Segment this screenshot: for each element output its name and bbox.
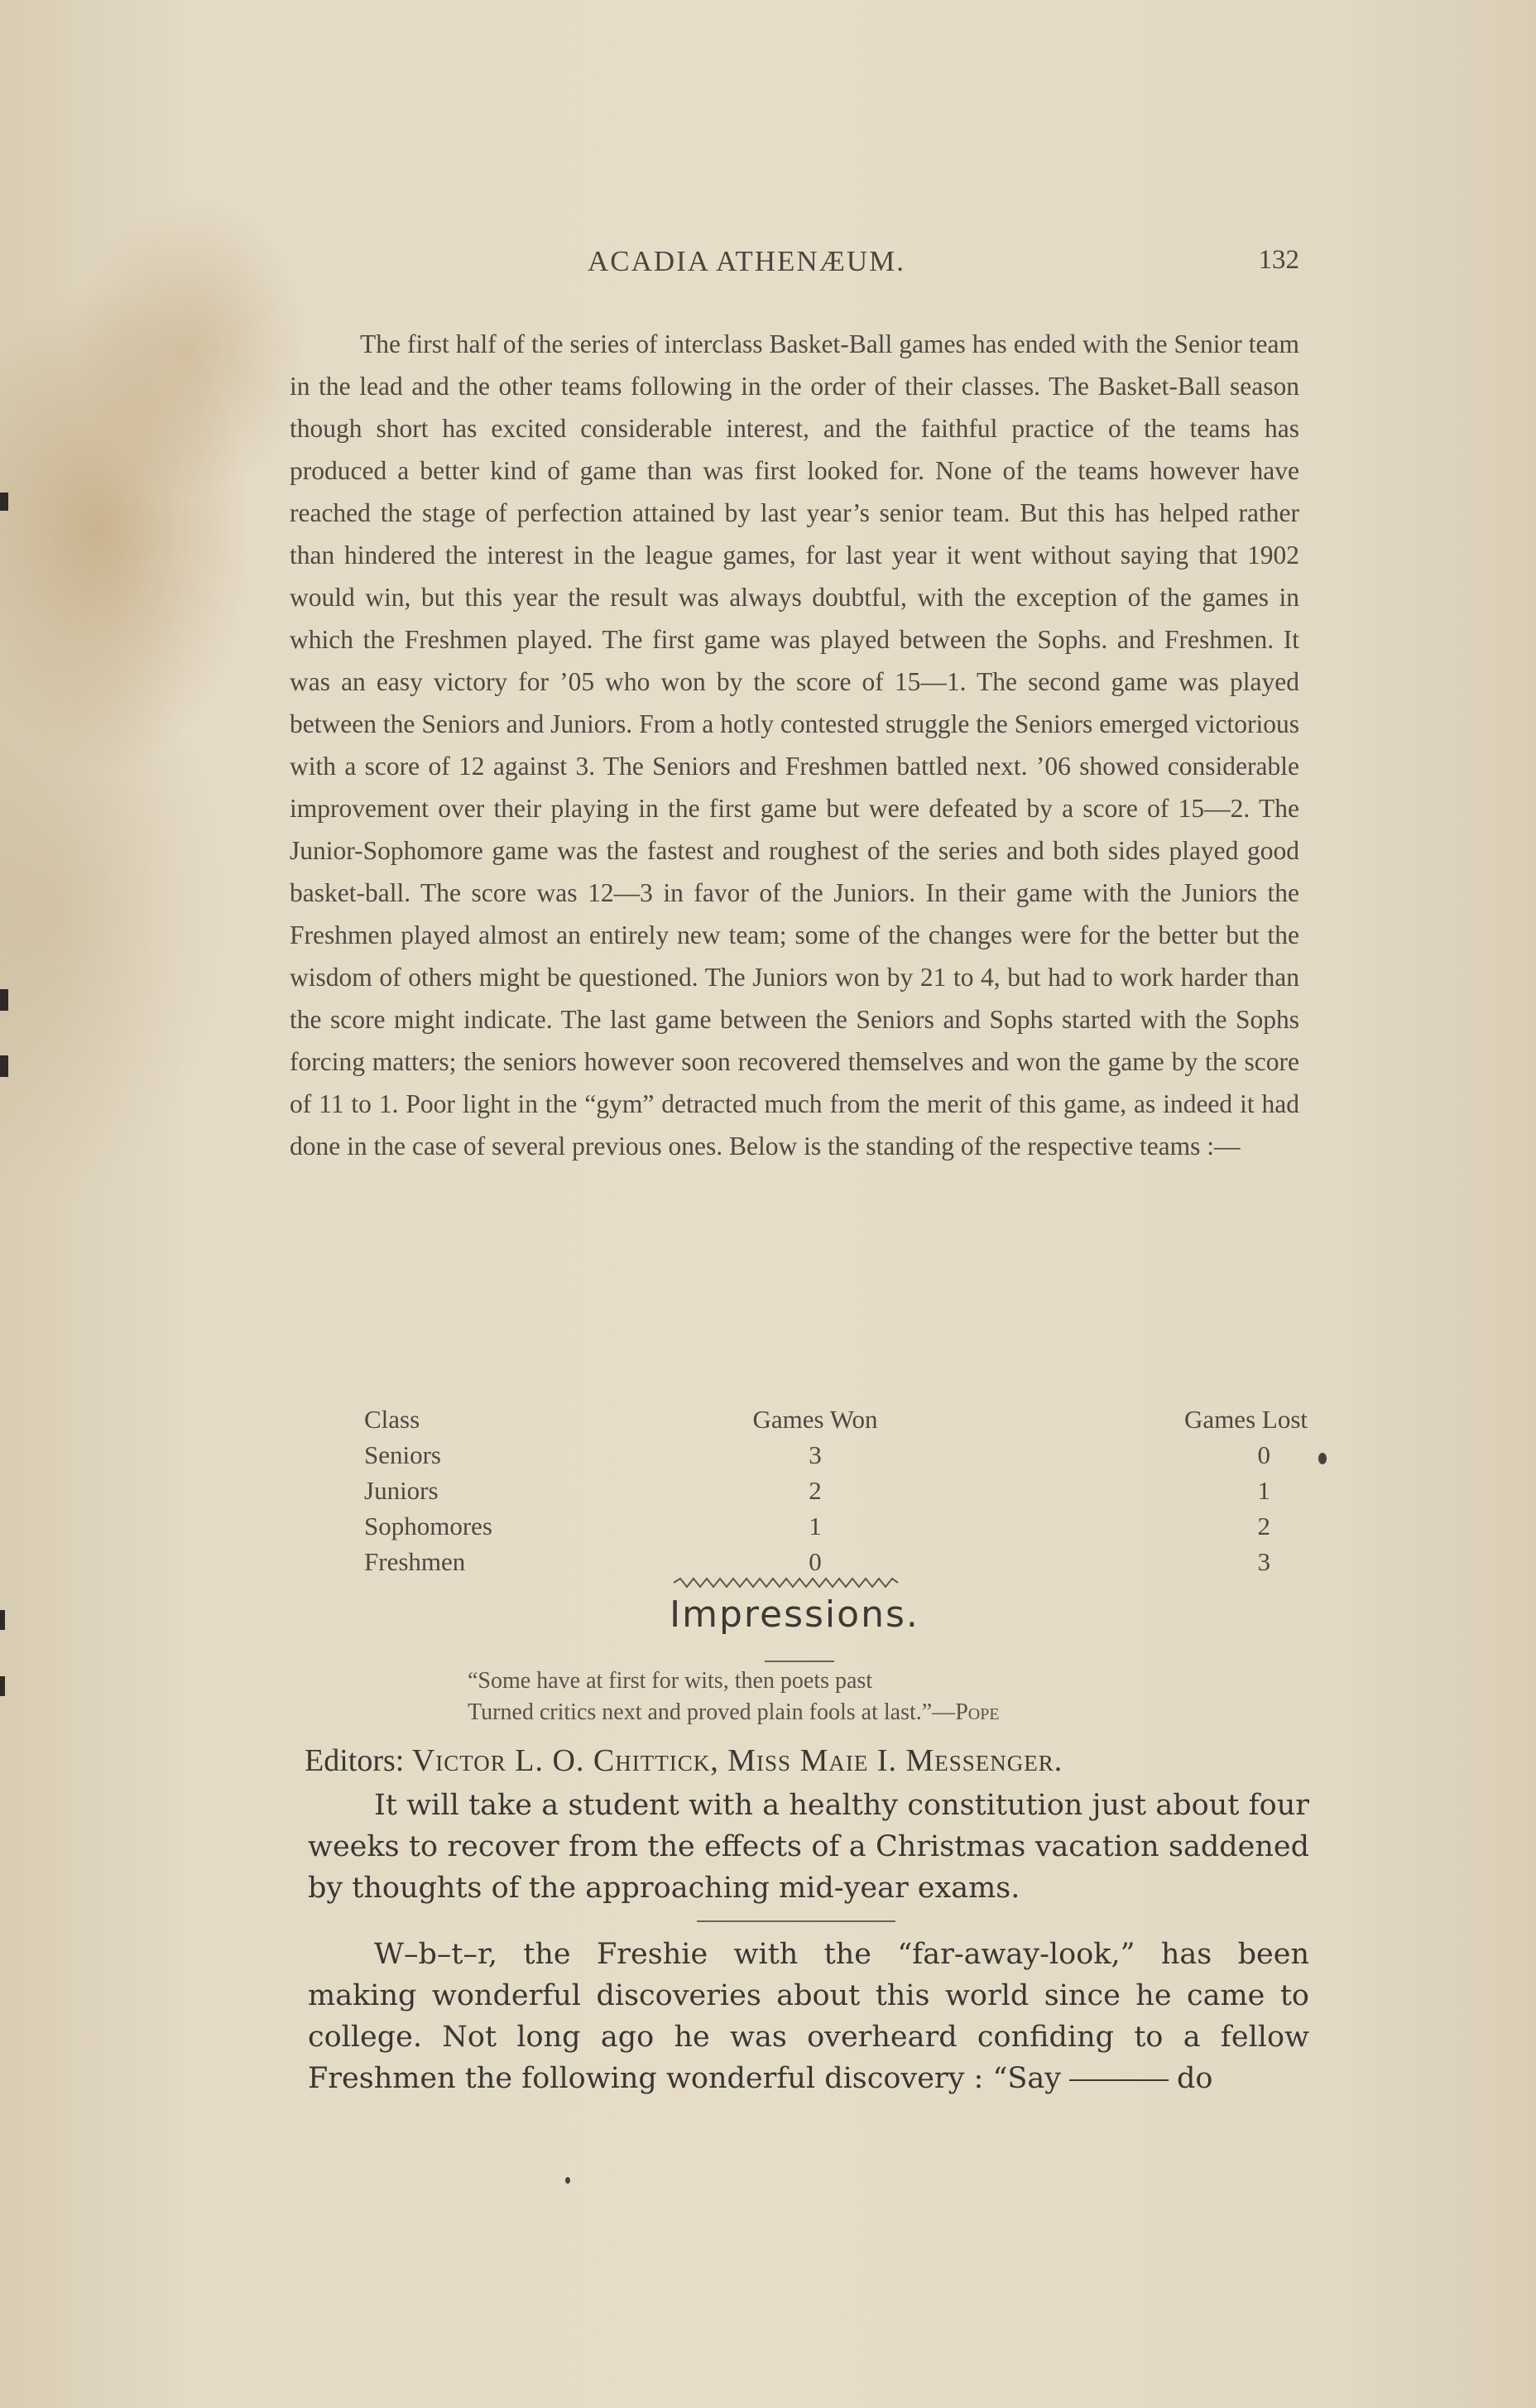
table-row <box>364 1544 1308 1579</box>
editors-names: Victor L. O. Chittick, Miss Maie I. Messenger. <box>411 1743 1063 1778</box>
title-rule <box>765 1661 834 1662</box>
epigraph-line: “Some have at first for wits, then poets past <box>468 1668 873 1694</box>
standings-table <box>364 1401 1308 1579</box>
class-cell: Juniors <box>364 1476 439 1505</box>
inline-dash <box>1069 2079 1169 2081</box>
class-cell: Seniors <box>364 1440 441 1469</box>
column-header-games-won: Games Won <box>752 1405 878 1434</box>
binding-mark <box>0 1676 5 1696</box>
binding-mark <box>0 493 8 511</box>
class-cell: Freshmen <box>364 1547 466 1576</box>
ink-speck <box>1318 1453 1327 1464</box>
editors-line <box>305 1740 1314 1781</box>
column-header-games-lost: Games Lost <box>1184 1405 1308 1434</box>
binding-mark <box>0 1055 8 1077</box>
binding-mark <box>0 989 8 1011</box>
standings-header-row <box>364 1401 1308 1437</box>
epigraph-author: Pope <box>955 1699 1000 1725</box>
table-row <box>364 1508 1308 1544</box>
games-won-cell: 3 <box>809 1440 822 1469</box>
ink-speck <box>565 2177 570 2184</box>
games-lost-cell: 3 <box>1257 1547 1270 1576</box>
impressions-column <box>308 1785 1309 2099</box>
page-header <box>290 245 1299 286</box>
decorative-divider-ornament <box>672 1577 900 1589</box>
basketball-article <box>290 323 1299 1167</box>
paragraph-text-end: do <box>1176 2062 1213 2095</box>
epigraph <box>468 1665 1262 1728</box>
table-row <box>364 1437 1308 1473</box>
epigraph-line-text: Turned critics next and proved plain fools at last.”— <box>468 1699 956 1725</box>
impressions-paragraph: It will take a student with a healthy constitution just about four weeks to recover from the effects of a Christmas vacation saddened by thoughts of the approaching mid-year exams. <box>308 1789 1309 1905</box>
paragraph-text: W–b–t–r, the Freshie with the “far-away-look,” has been making wonderful discoveries about this world since he came to college. Not long ago he was overheard confiding to a fellow Freshmen the following wonderful discovery : “Say <box>308 1938 1309 2095</box>
epigraph-line <box>468 1697 1262 1728</box>
games-won-cell: 0 <box>809 1547 822 1576</box>
table-row <box>364 1473 1308 1508</box>
impressions-paragraph <box>308 1934 1309 2099</box>
column-header-class: Class <box>364 1405 420 1434</box>
article-paragraph: The first half of the series of interclass Basket-Ball games has ended with the Senior team in the lead and the other teams following in the order of their classes. The Basket-Ball season though short has excited considerable interest, and the faithful practice of the teams has produced a better kind of game than was first looked for. None of the teams however have reached the stage of perfection attained by last year’s senior team. But this has helped rather than hindered the interest in the league games, for last year it went without saying that 1902 would win, but this year the result was always doubtful, with the exception of the games in which the Freshmen played. The first game was played between the Sophs. and Freshmen. It was an easy victory for ’05 who won by the score of 15—1. The second game was played between the Seniors and Juniors. From a hotly contested struggle the Seniors emerged victorious with a score of 12 against 3. The Seniors and Freshmen battled next. ’06 showed considerable improvement over their playing in the first game but were defeated by a score of 15—2. The Junior-Sophomore game was the fastest and roughest of the series and both sides played good basket-ball. The score was 12—3 in favor of the Juniors. In their game with the Juniors the Freshmen played almost an entirely new team; some of the changes were for the better but the wisdom of others might be questioned. The Juniors won by 21 to 4, but had to work harder than the score might indicate. The last game between the Seniors and Sophs started with the Sophs forcing matters; the seniors however soon recovered themselves and won the game by the score of 11 to 1. Poor light in the “gym” detracted much from the merit of this game, as indeed it had done in the case of several previous ones. Below is the standing of the respective teams :— <box>290 329 1299 1161</box>
games-won-cell: 2 <box>809 1476 822 1505</box>
running-title: ACADIA ATHENÆUM. <box>588 245 905 277</box>
paragraph-separator <box>697 1920 895 1922</box>
page-number: 132 <box>1258 245 1299 275</box>
games-won-cell: 1 <box>809 1512 822 1540</box>
binding-mark <box>0 1610 5 1630</box>
class-cell: Sophomores <box>364 1512 492 1540</box>
games-lost-cell: 1 <box>1257 1476 1270 1505</box>
games-lost-cell: 2 <box>1257 1512 1270 1540</box>
editors-label: Editors: <box>305 1743 405 1778</box>
section-title: Impressions. <box>670 1593 919 1636</box>
games-lost-cell: 0 <box>1257 1440 1270 1469</box>
